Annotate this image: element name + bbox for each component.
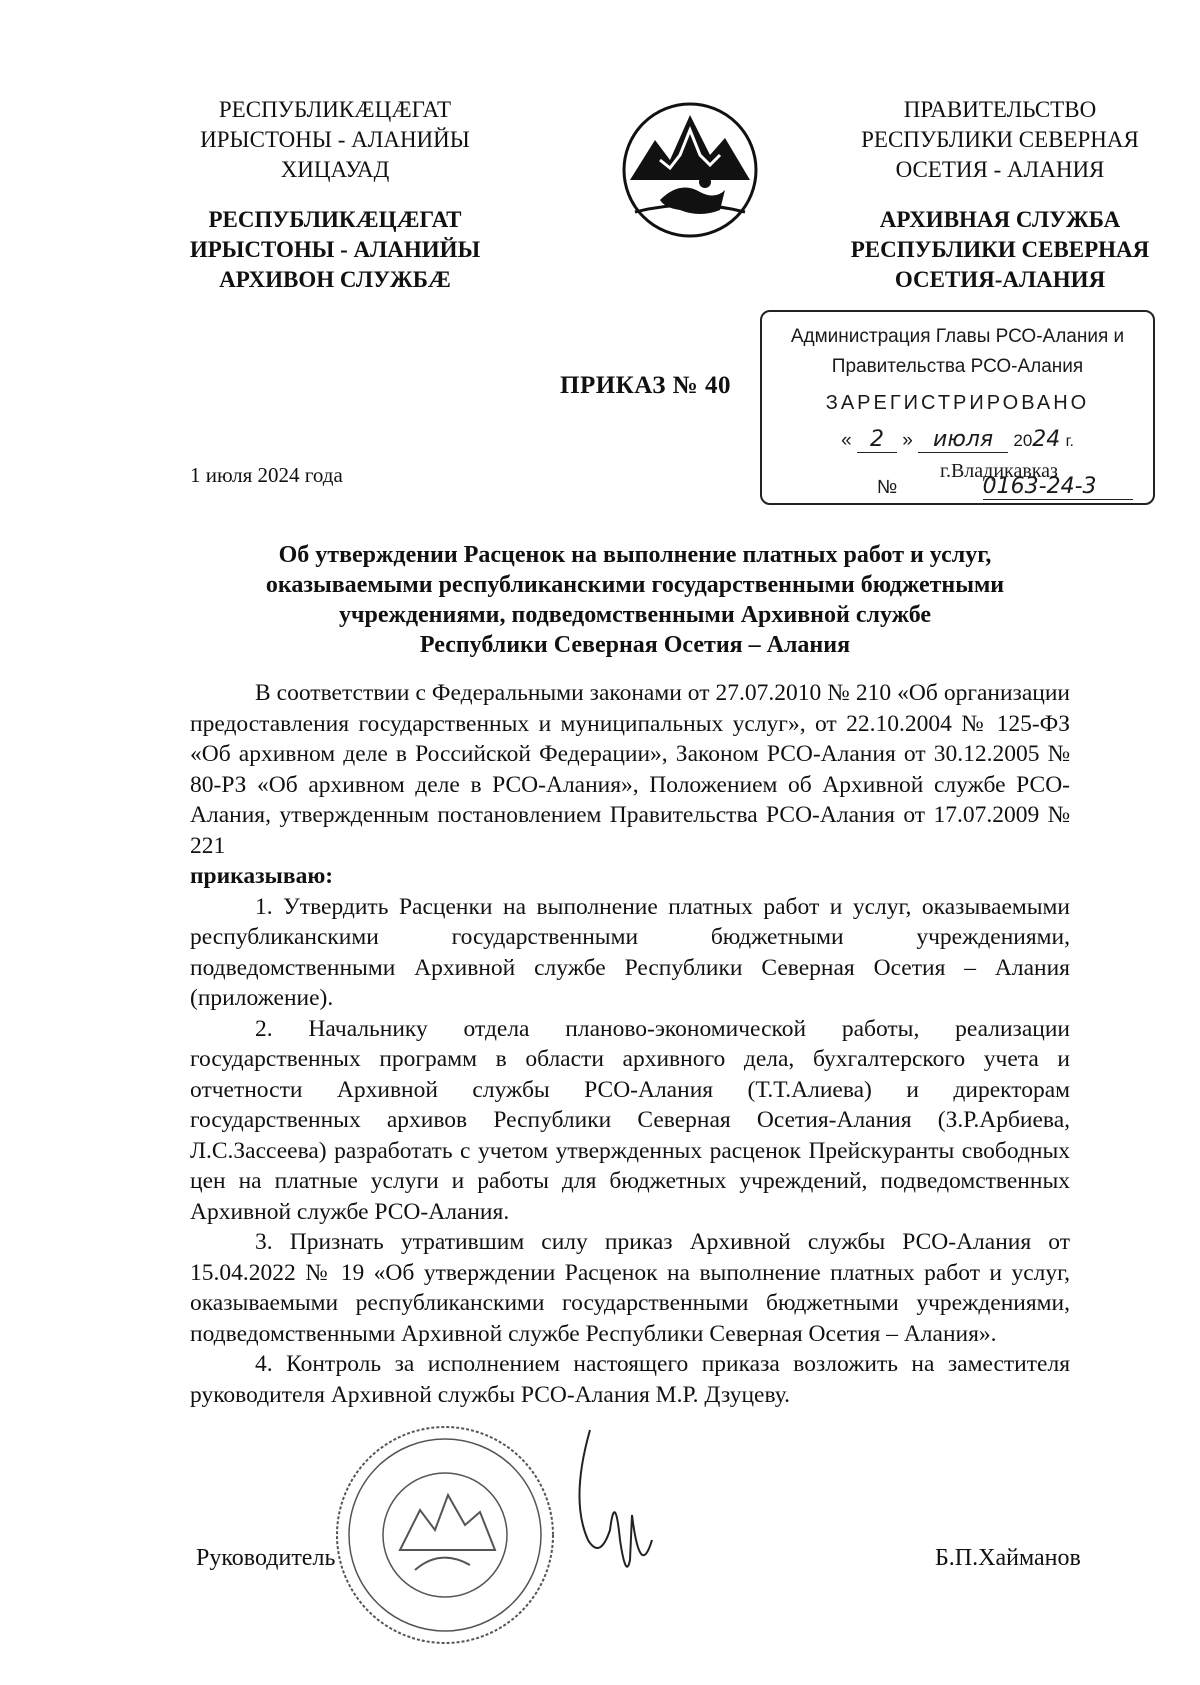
order-title: ПРИКАЗ № 40 [560,372,732,399]
stamp-number: 0163-24-3 [983,474,1133,500]
header-right-bold-line: РЕСПУБЛИКИ СЕВЕРНАЯ [850,237,1150,262]
header-left-government [150,95,520,185]
header-left-line: ХИЦАУАД [280,157,390,182]
stamp-year-unit: г. [1065,433,1074,450]
header-right-line: РЕСПУБЛИКИ СЕВЕРНАЯ [861,127,1139,152]
order-item-2: 2. Начальнику отдела планово-экономической работы, реализации государственных программ в области архивного дела, бухгалтерского учета и отчетности Архивной службы РСО-Алания (Т.Т.Алиева) и директорам государственных архивов Республики Северная Осетия-Алания (З.Р.Арбиева, Л.С.Зассеева) разработать с учетом утвержденных расценок Прейскуранты свободных цен на платные услуги и работы для бюджетных учреждений, подведомственных Архивной службе РСО-Алания. [190,1015,1070,1225]
stamp-year-suffix: 24 [1032,427,1061,452]
stamp-date [762,427,1153,453]
preamble-paragraph: В соответствии с Федеральными законами от 27.07.2010 № 210 «Об организации предоставления государственных и муниципальных услуг», от 22.10.2004 № 125-ФЗ «Об архивном деле в Российской Федерации», Законом РСО-Алания от 30.12.2005 № 80-РЗ «Об архивном деле в РСО-Алания», Положением об Архивной службе РСО-Алания, утвержденным постановлением Правительства РСО-Алания от 17.07.2009 № 221 [190,680,1070,859]
order-word: приказываю: [190,863,334,889]
header-right-line: ПРАВИТЕЛЬСТВО [903,97,1097,122]
stamp-year-prefix: 20 [1013,431,1033,450]
stamp-line-1: Администрация Главы РСО-Алания и [790,326,1125,347]
stamp-number-row [877,474,1147,500]
official-seal-icon [330,1420,560,1650]
order-date: 1 июля 2024 года [190,463,343,487]
order-item-4: 4. Контроль за исполнением настоящего приказа возложить на заместителя руководителя Архивной службы РСО-Алания М.Р. Дзуцеву. [190,1351,1070,1408]
header-right-bold-line: АРХИВНАЯ СЛУЖБА [879,207,1121,232]
header-right-bold-line: ОСЕТИЯ-АЛАНИЯ [894,267,1106,292]
header-right-line: ОСЕТИЯ - АЛАНИЯ [895,157,1105,182]
document-title-line: учреждениями, подведомственными Архивной службе [338,602,932,628]
header-left-bold-line: АРХИВОН СЛУЖБÆ [219,267,451,292]
stamp-city: г.Владикавказ [940,460,1058,482]
header-left-line: РЕСПУБЛИКÆЦÆГАТ [218,97,452,122]
stamp-registered: ЗАРЕГИСТРИРОВАНО [825,392,1090,414]
stamp-line-2: Правительства РСО-Алания [831,356,1084,377]
registration-stamp [760,310,1155,505]
header-right-archive [835,205,1165,295]
document-title-line: Республики Северная Осетия – Алания [419,632,851,658]
stamp-month: июля [918,427,1008,453]
header-left-bold-line: ИРЫСТОНЫ - АЛАНИЙЫ [189,237,481,262]
header-left-bold-line: РЕСПУБЛИКÆЦÆГАТ [208,207,462,232]
document-title [195,540,1075,660]
header-left-line: ИРЫСТОНЫ - АЛАНИЙЫ [200,127,470,152]
stamp-number-label: № [877,477,898,498]
document-body [190,678,1070,1410]
header-left-archive [150,205,520,295]
stamp-quote-close: » [902,430,913,451]
document-title-line: Об утверждении Расценок на выполнение платных работ и услуг, [278,542,992,568]
signature-scribble-icon [560,1420,680,1590]
signatory-position: Руководитель [196,1545,336,1571]
coat-of-arms-emblem [620,100,760,240]
signatory-name: Б.П.Хайманов [935,1545,1081,1571]
stamp-day: 2 [857,427,897,453]
order-item-1: 1. Утвердить Расценки на выполнение платных работ и услуг, оказываемыми республиканскими государственными бюджетными учреждениями, подведомственными Архивной службе Республики Северная Осетия – Алания (приложение). [190,893,1070,1011]
header-right-government [835,95,1165,185]
document-title-line: оказываемыми республиканскими государственными бюджетными [265,572,1005,598]
order-item-3: 3. Признать утратившим силу приказ Архивной службы РСО-Алания от 15.04.2022 № 19 «Об утверждении Расценок на выполнение платных работ и услуг, оказываемыми республиканскими государственными бюджетными учреждениями, подведомственными Архивной службе Республики Северная Осетия – Алания». [190,1229,1070,1347]
stamp-quote-open: « [841,430,852,451]
